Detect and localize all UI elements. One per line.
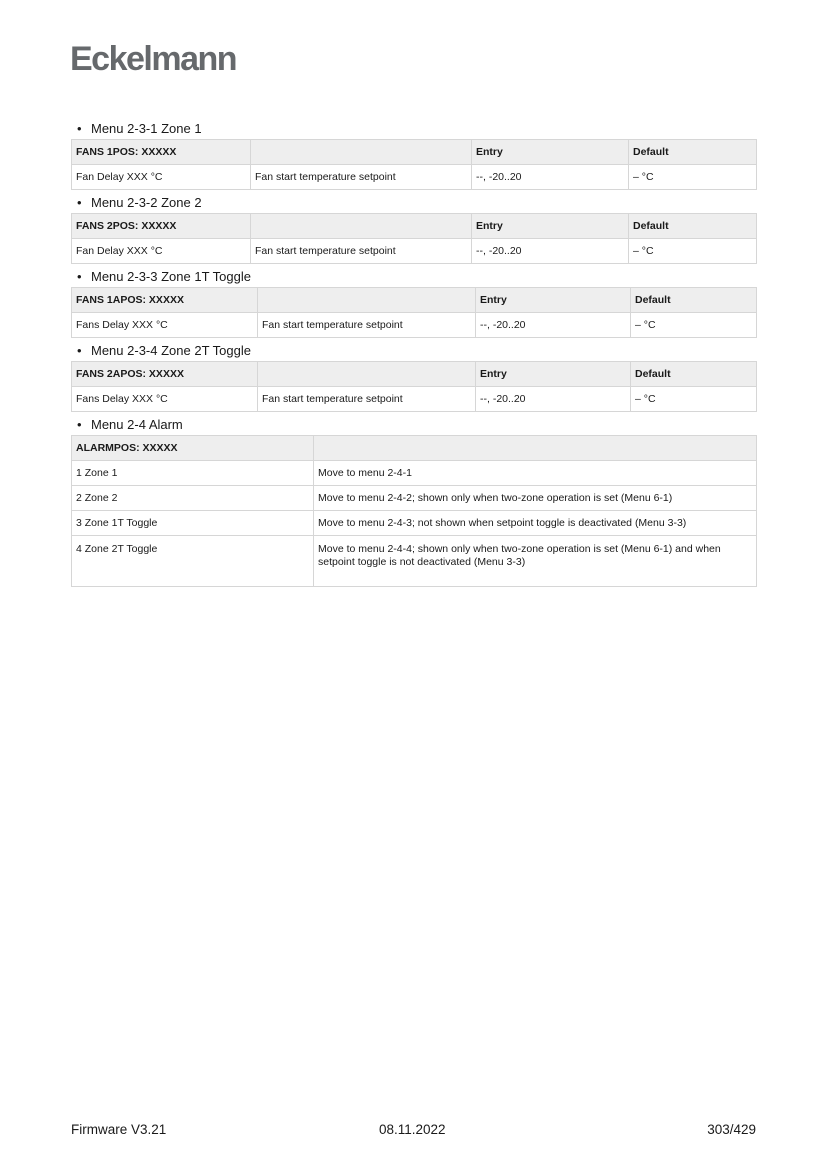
section-title-text: Menu 2-3-4 Zone 2T Toggle <box>91 343 251 358</box>
table-row <box>72 536 757 587</box>
header-cell <box>251 214 472 239</box>
table-cell: 2 Zone 2 <box>72 486 314 511</box>
section-title-menu-2-3-4 <box>77 342 756 360</box>
table-cell: Fan start temperature setpoint <box>251 165 472 190</box>
table-cell: – °C <box>631 387 757 412</box>
header-cell: Entry <box>472 140 629 165</box>
table-row <box>72 511 757 536</box>
table-row <box>72 239 757 264</box>
header-cell: FANS 2POS: XXXXX <box>72 214 251 239</box>
header-cell: Default <box>629 214 757 239</box>
header-cell <box>258 362 476 387</box>
table-header-row <box>72 288 757 313</box>
table-menu-2-3-4 <box>71 361 757 412</box>
table-cell: 1 Zone 1 <box>72 461 314 486</box>
table-cell: – °C <box>629 239 757 264</box>
table-cell: Fan start temperature setpoint <box>251 239 472 264</box>
table-cell: --, -20..20 <box>476 387 631 412</box>
table-cell: Fan Delay XXX °C <box>72 239 251 264</box>
table-cell: Move to menu 2-4-2; shown only when two-zone operation is set (Menu 6-1) <box>314 486 757 511</box>
section-title-menu-2-3-1 <box>77 120 756 138</box>
header-cell: FANS 1POS: XXXXX <box>72 140 251 165</box>
brand-logo: Eckelmann <box>70 40 237 78</box>
table-row <box>72 387 757 412</box>
table-header-row <box>72 362 757 387</box>
page-footer <box>71 1122 756 1140</box>
table-cell: --, -20..20 <box>472 239 629 264</box>
section-title-text: Menu 2-3-1 Zone 1 <box>91 121 202 136</box>
table-header-row <box>72 436 757 461</box>
section-title-menu-2-4 <box>77 416 756 434</box>
bullet-icon: • <box>77 195 82 210</box>
header-cell: ALARMPOS: XXXXX <box>72 436 314 461</box>
table-cell: Fan Delay XXX °C <box>72 165 251 190</box>
header-cell: Default <box>629 140 757 165</box>
bullet-icon: • <box>77 343 82 358</box>
table-cell: Fan start temperature setpoint <box>258 387 476 412</box>
bullet-icon: • <box>77 269 82 284</box>
section-title-menu-2-3-2 <box>77 194 756 212</box>
table-cell: – °C <box>629 165 757 190</box>
table-row <box>72 461 757 486</box>
header-cell: Entry <box>476 288 631 313</box>
table-cell: --, -20..20 <box>472 165 629 190</box>
bullet-icon: • <box>77 417 82 432</box>
table-cell: 4 Zone 2T Toggle <box>72 536 314 587</box>
header-cell: Default <box>631 288 757 313</box>
header-cell <box>251 140 472 165</box>
table-menu-2-3-2 <box>71 213 757 264</box>
section-title-text: Menu 2-3-3 Zone 1T Toggle <box>91 269 251 284</box>
table-cell: Move to menu 2-4-3; not shown when setpoint toggle is deactivated (Menu 3-3) <box>314 511 757 536</box>
table-row <box>72 313 757 338</box>
bullet-icon: • <box>77 121 82 136</box>
header-cell: Default <box>631 362 757 387</box>
section-title-text: Menu 2-3-2 Zone 2 <box>91 195 202 210</box>
table-cell: – °C <box>631 313 757 338</box>
table-menu-2-3-3 <box>71 287 757 338</box>
header-cell: FANS 1APOS: XXXXX <box>72 288 258 313</box>
header-cell <box>314 436 757 461</box>
header-cell: FANS 2APOS: XXXXX <box>72 362 258 387</box>
footer-page-number: 303/429 <box>707 1122 756 1137</box>
footer-firmware: Firmware V3.21 <box>71 1122 167 1137</box>
table-cell: Fan start temperature setpoint <box>258 313 476 338</box>
table-row <box>72 165 757 190</box>
footer-date: 08.11.2022 <box>379 1122 446 1137</box>
header-cell: Entry <box>476 362 631 387</box>
table-menu-2-3-1 <box>71 139 757 190</box>
table-header-row <box>72 140 757 165</box>
section-title-text: Menu 2-4 Alarm <box>91 417 183 432</box>
header-cell <box>258 288 476 313</box>
table-menu-2-4-alarm <box>71 435 757 587</box>
table-cell: --, -20..20 <box>476 313 631 338</box>
table-cell: Move to menu 2-4-4; shown only when two-zone operation is set (Menu 6-1) and when setpoint toggle is not deactivated (Menu 3-3) <box>314 536 757 587</box>
table-cell: 3 Zone 1T Toggle <box>72 511 314 536</box>
table-cell: Fans Delay XXX °C <box>72 387 258 412</box>
table-header-row <box>72 214 757 239</box>
table-row <box>72 486 757 511</box>
document-content <box>71 120 756 591</box>
section-title-menu-2-3-3 <box>77 268 756 286</box>
header-cell: Entry <box>472 214 629 239</box>
table-cell: Move to menu 2-4-1 <box>314 461 757 486</box>
table-cell: Fans Delay XXX °C <box>72 313 258 338</box>
